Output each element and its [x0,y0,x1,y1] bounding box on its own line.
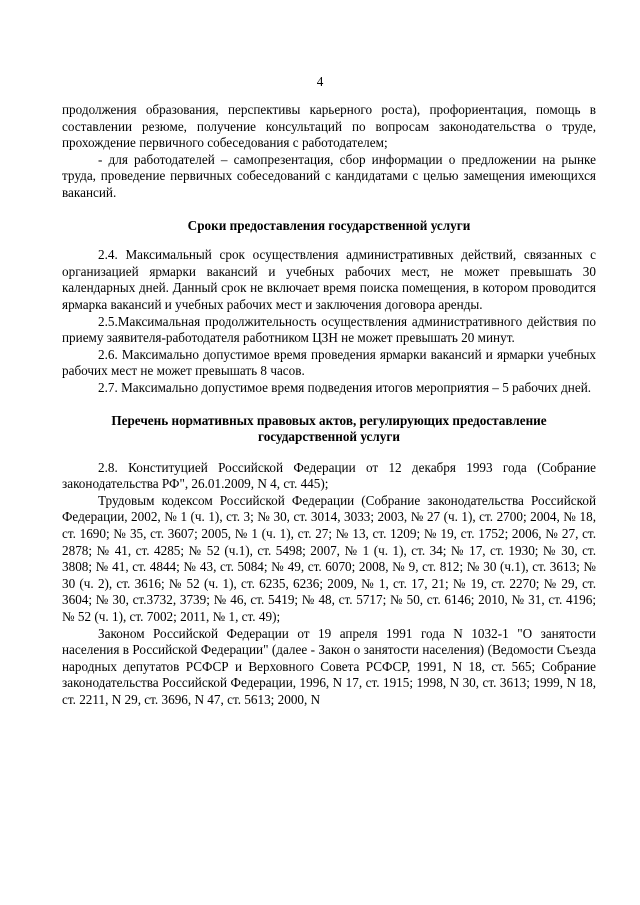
section-heading-terms: Сроки предоставления государственной услуги [187,217,471,233]
paragraph-2-5: 2.5.Максимальная продолжительность осуществления административного действия по приему заявителя-работодателя работником ЦЗН не может превышать 20 минут. [62,313,596,346]
paragraph-employment-law: Законом Российской Федерации от 19 апреля 1991 года N 1032-1 "О занятости населения в Российской Федерации" (далее - Закон о занятости населения) (Ведомости Съезда народных депутатов РСФСР и Верховного Совета РСФСР, 1991, N 18, ст. 565; Собрание законодательства Российской Федерации, 1996, N 17, ст. 1915; 1998, N 30, ст. 3613; 1999, N 18, ст. 2211, N 29, ст. 3696, N 47, ст. 5613; 2000, N [62,625,596,707]
paragraph-2-7: 2.7. Максимально допустимое время подведения итогов мероприятия – 5 рабочих дней. [98,379,592,395]
paragraph-labor-code: Трудовым кодексом Российской Федерации (Собрание законодательства Российской Федерации, 2002, № 1 (ч. 1), ст. 3; № 30, ст. 3014, 3033; 2003, № 27 (ч. 1), ст. 2700; 2004, № 18, ст. 1690; № 35, ст. 3607; 2005, № 1 (ч. 1), ст. 27; № 13, ст. 1209; № 19, ст. 1752; 2006, № 27, ст. 2878; № 41, ст. 4285; № 52 (ч.1), ст. 5498; 2007, № 1 (ч. 1), ст. 34; № 17, ст. 1930; № 30, ст. 3808; № 41, ст. 4844; № 43, ст. 5084; № 49, ст. 6070; 2008, № 9, ст. 812; № 30 (ч.1), ст. 3613; № 30 (ч. 2), ст. 3616; № 52 (ч. 1), ст. 6235, 6236; 2009, № 1, ст. 17, 21; № 19, ст. 2270; № 29, ст. 3604; № 30, ст.3732, 3739; № 46, ст. 5419; № 48, ст. 5717; № 50, ст. 6146; 2010, № 31, ст. 4196; № 52 (ч. 1), ст. 7002; 2011, № 1, ст. 49); [62,492,596,625]
paragraph-2-4: 2.4. Максимальный срок осуществления административных действий, связанных с организацией ярмарки вакансий и учебных рабочих мест, не может превышать 30 календарных дней. Данный срок не включает время поиска помещения, в котором проводится ярмарка вакансий и учебных рабочих мест и заключения договора аренды. [62,247,596,312]
paragraph-employers: - для работодателей – самопрезентация, сбор информации о предложении на рынке труда, проведение первичных собеседований с кандидатами с целью замещения имеющихся вакансий. [62,151,596,200]
paragraph-2-8: 2.8. Конституцией Российской Федерации от 12 декабря 1993 года (Собрание законодательства РФ", 26.01.2009, N 4, ст. 445); [62,459,596,492]
document-body [62,102,596,709]
page-number: 4 [316,74,324,89]
paragraph-2-6: 2.6. Максимально допустимое время проведения ярмарки вакансий и ярмарки учебных рабочих мест не может превышать 8 часов. [62,346,596,379]
paragraph-intro-continuation: продолжения образования, перспективы карьерного роста), профориентация, помощь в составлении резюме, получение консультаций по вопросам законодательства о труде, прохождение первичного собеседования с работодателем; [62,102,596,151]
section-heading-legal-acts: Перечень нормативных правовых актов, регулирующих предоставление государственной услуги [111,412,547,445]
